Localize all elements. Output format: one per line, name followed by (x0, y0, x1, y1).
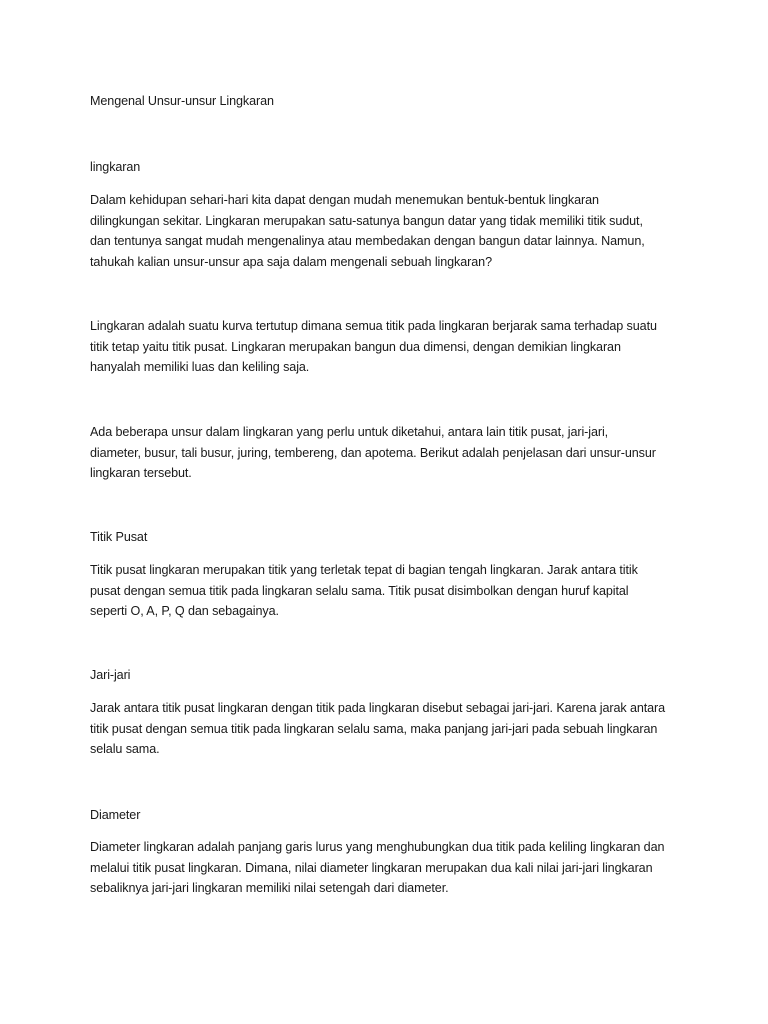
paragraph-line: Lingkaran adalah suatu kurva tertutup dimana semua titik pada lingkaran berjarak sama terhadap suatu (90, 319, 657, 333)
paragraph-line: seperti O, A, P, Q dan sebagainya. (90, 604, 279, 619)
paragraph-jari-jari (90, 698, 690, 760)
paragraph-line: Titik pusat lingkaran merupakan titik yang terletak tepat di bagian tengah lingkaran. Jarak antara titik (90, 563, 638, 577)
paragraph-line: titik tetap yaitu titik pusat. Lingkaran merupakan bangun dua dimensi, dengan demikian lingkaran (90, 339, 621, 354)
paragraph-line: dilingkungan sekitar. Lingkaran merupakan satu-satunya bangun datar yang tidak memiliki titik sudut, (90, 213, 643, 228)
paragraph-lingkaran-elements (90, 422, 690, 484)
paragraph-line: diameter, busur, tali busur, juring, tembereng, dan apotema. Berikut adalah penjelasan dari unsur-unsur (90, 445, 656, 460)
paragraph-line: Dalam kehidupan sehari-hari kita dapat dengan mudah menemukan bentuk-bentuk lingkaran (90, 193, 599, 207)
section-heading-lingkaran: lingkaran (90, 160, 141, 174)
paragraph-titik-pusat (90, 560, 690, 622)
paragraph-line: lingkaran tersebut. (90, 466, 192, 481)
paragraph-lingkaran-definition (90, 316, 690, 378)
paragraph-line: Jarak antara titik pusat lingkaran dengan titik pada lingkaran disebut sebagai jari-jari. Karena jarak antara (90, 701, 666, 715)
paragraph-line: selalu sama. (90, 742, 160, 757)
paragraph-line: melalui titik pusat lingkaran. Dimana, nilai diameter lingkaran merupakan dua kali nilai jari-jari lingkaran (90, 860, 653, 875)
paragraph-line: Ada beberapa unsur dalam lingkaran yang perlu untuk diketahui, antara lain titik pusat, jari-jari, (90, 425, 609, 439)
section-heading-titik-pusat: Titik Pusat (90, 530, 148, 544)
paragraph-line: dan tentunya sangat mudah mengenalinya atau membedakan dengan bangun datar lainnya. Namun, (90, 234, 645, 249)
document-title: Mengenal Unsur-unsur Lingkaran (90, 94, 274, 108)
paragraph-line: pusat dengan semua titik pada lingkaran selalu sama. Titik pusat disimbolkan dengan huruf kapital (90, 583, 629, 598)
paragraph-line: titik pusat dengan semua titik pada lingkaran selalu sama, maka panjang jari-jari pada sebuah lingkaran (90, 721, 658, 736)
paragraph-line: tahukah kalian unsur-unsur apa saja dalam mengenali sebuah lingkaran? (90, 255, 492, 270)
section-heading-jari-jari: Jari-jari (90, 668, 131, 682)
paragraph-line: hanyalah memiliki luas dan keliling saja. (90, 360, 310, 375)
paragraph-diameter (90, 837, 690, 899)
paragraph-line: Diameter lingkaran adalah panjang garis lurus yang menghubungkan dua titik pada keliling lingkaran dan (90, 840, 665, 854)
section-heading-diameter: Diameter (90, 808, 141, 822)
paragraph-line: sebaliknya jari-jari lingkaran memiliki nilai setengah dari diameter. (90, 881, 449, 896)
paragraph-lingkaran-intro (90, 190, 690, 273)
